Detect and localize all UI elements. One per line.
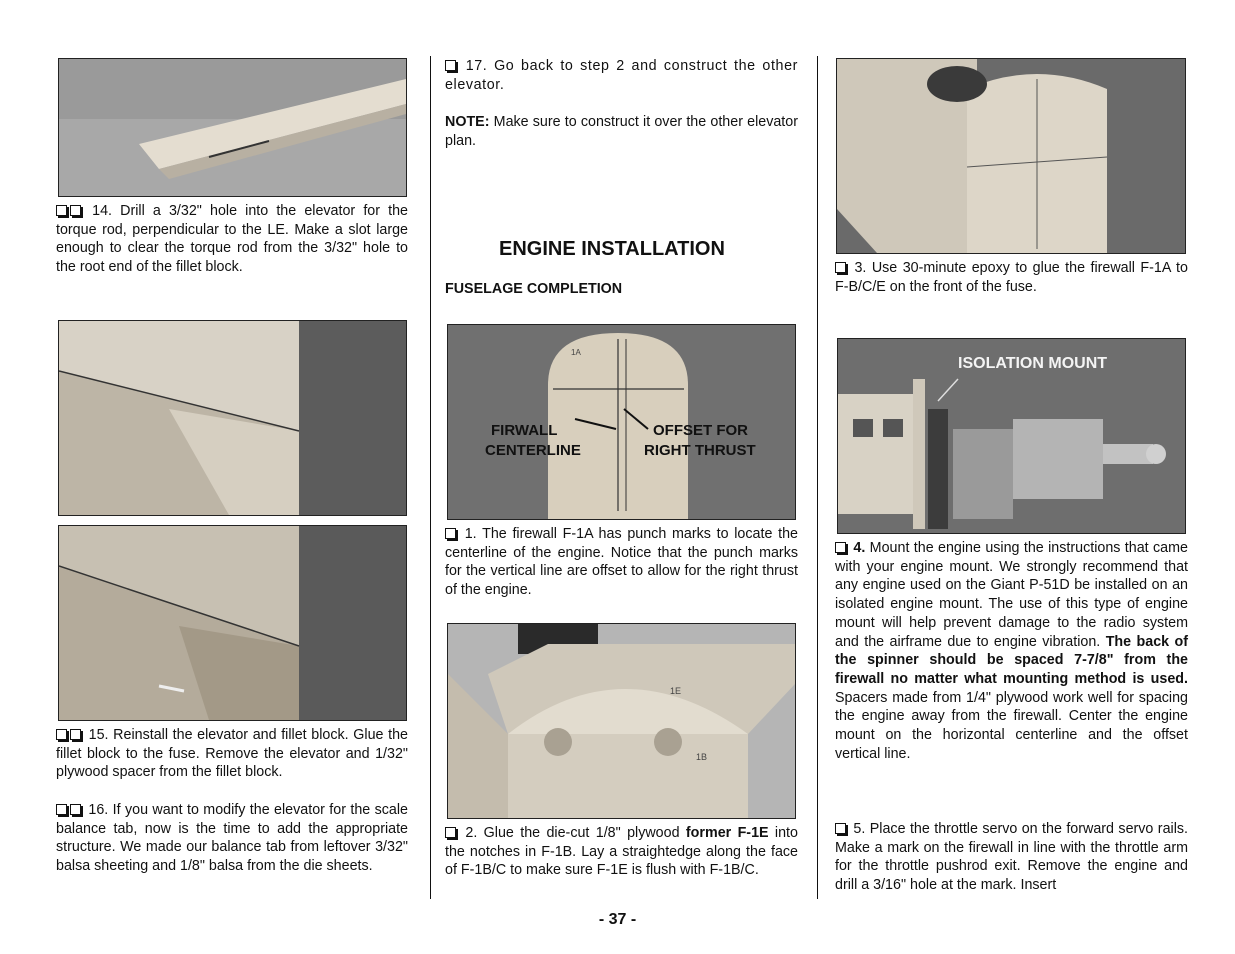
step-14: 14. Drill a 3/32" hole into the elevator for the torque rod, perpendicular to the LE. Make a slot large enough to clear the torque rod from the 3/32" hole to the root end of the fillet block. — [56, 203, 409, 276]
photo-fillet-block — [58, 320, 407, 516]
section-title: ENGINE INSTALLATION — [499, 238, 725, 260]
label-part-1e: 1E — [670, 686, 682, 696]
label-firewall: FIRWALL — [491, 422, 558, 439]
label-centerline: CENTERLINE — [485, 442, 581, 459]
photo-firewall-glued — [836, 58, 1186, 254]
checkbox-icon[interactable] — [835, 821, 849, 837]
label-right-thrust: RIGHT THRUST — [644, 442, 756, 459]
step-3: 3. Use 30-minute epoxy to glue the firewall F-1A to F-B/C/E on the front of the fuse. — [835, 260, 1188, 295]
checkbox-icon[interactable] — [56, 727, 84, 743]
step-4: 4. Mount the engine using the instructions that came with your engine mount. We strongly recommend that any engine used on the Giant P-51D be installed on an isolated engine mount. The use of this type of engine mount will help prevent damage to the radio system and the airframe due to engine vibration. The back of the spinner should be spaced 7-7/8" from the firewall no matter what mounting method is used. Spacers made from 1/4" plywood work well for spacing the engine away from the firewall. Center the engine mount on the horizontal centerline and the offset vertical line. — [835, 540, 1188, 762]
column-divider — [430, 56, 431, 899]
subsection-title: FUSELAGE COMPLETION — [445, 281, 623, 297]
step-5: 5. Place the throttle servo on the forward servo rails. Make a mark on the firewall in line with the throttle arm for the throttle pushrod exit. Remove the engine and drill a 3/16" hole at the mark. Insert — [835, 821, 1188, 894]
photo-firewall-centerline — [447, 324, 796, 520]
checkbox-icon[interactable] — [56, 802, 84, 818]
label-part-1b: 1B — [696, 752, 708, 762]
note: NOTE: Make sure to construct it over the other elevator plan. — [445, 114, 798, 149]
step-2: 2. Glue the die-cut 1/8" plywood former F-1E into the notches in F-1B. Lay a straightedge along the face of F-1B/C to make sure F-1E is flush with F-1B/C. — [445, 825, 798, 879]
checkbox-icon[interactable] — [835, 540, 849, 556]
step-15: 15. Reinstall the elevator and fillet block. Glue the fillet block to the fuse. Remove the elevator and 1/32" plywood spacer from the fillet block. — [56, 727, 408, 781]
checkbox-icon[interactable] — [445, 825, 459, 841]
checkbox-icon[interactable] — [445, 526, 459, 542]
photo-fillet-glued — [58, 525, 407, 721]
column-divider — [817, 56, 818, 899]
photo-isolation-mount — [837, 338, 1186, 534]
label-part-mark: 1A — [571, 348, 581, 357]
photo-former-f1e — [447, 623, 796, 819]
checkbox-icon[interactable] — [56, 203, 84, 219]
page-number: - 37 - — [598, 911, 637, 928]
label-isolation-mount: ISOLATION MOUNT — [958, 355, 1108, 372]
checkbox-icon[interactable] — [445, 58, 459, 74]
step-1: 1. The firewall F-1A has punch marks to locate the centerline of the engine. Notice that the punch marks for the vertical line are offset to allow for the right thrust of the engine. — [445, 526, 798, 599]
label-offset: OFFSET FOR — [653, 422, 748, 439]
photo-elevator-slot — [58, 58, 407, 197]
step-16: 16. If you want to modify the elevator for the scale balance tab, now is the time to add the appropriate structure. We made our balance tab from leftover 3/32" balsa sheeting and 1/8" balsa from the die sheets. — [56, 802, 408, 875]
checkbox-icon[interactable] — [835, 260, 849, 276]
step-17: 17. Go back to step 2 and construct the other elevator. — [445, 58, 798, 93]
